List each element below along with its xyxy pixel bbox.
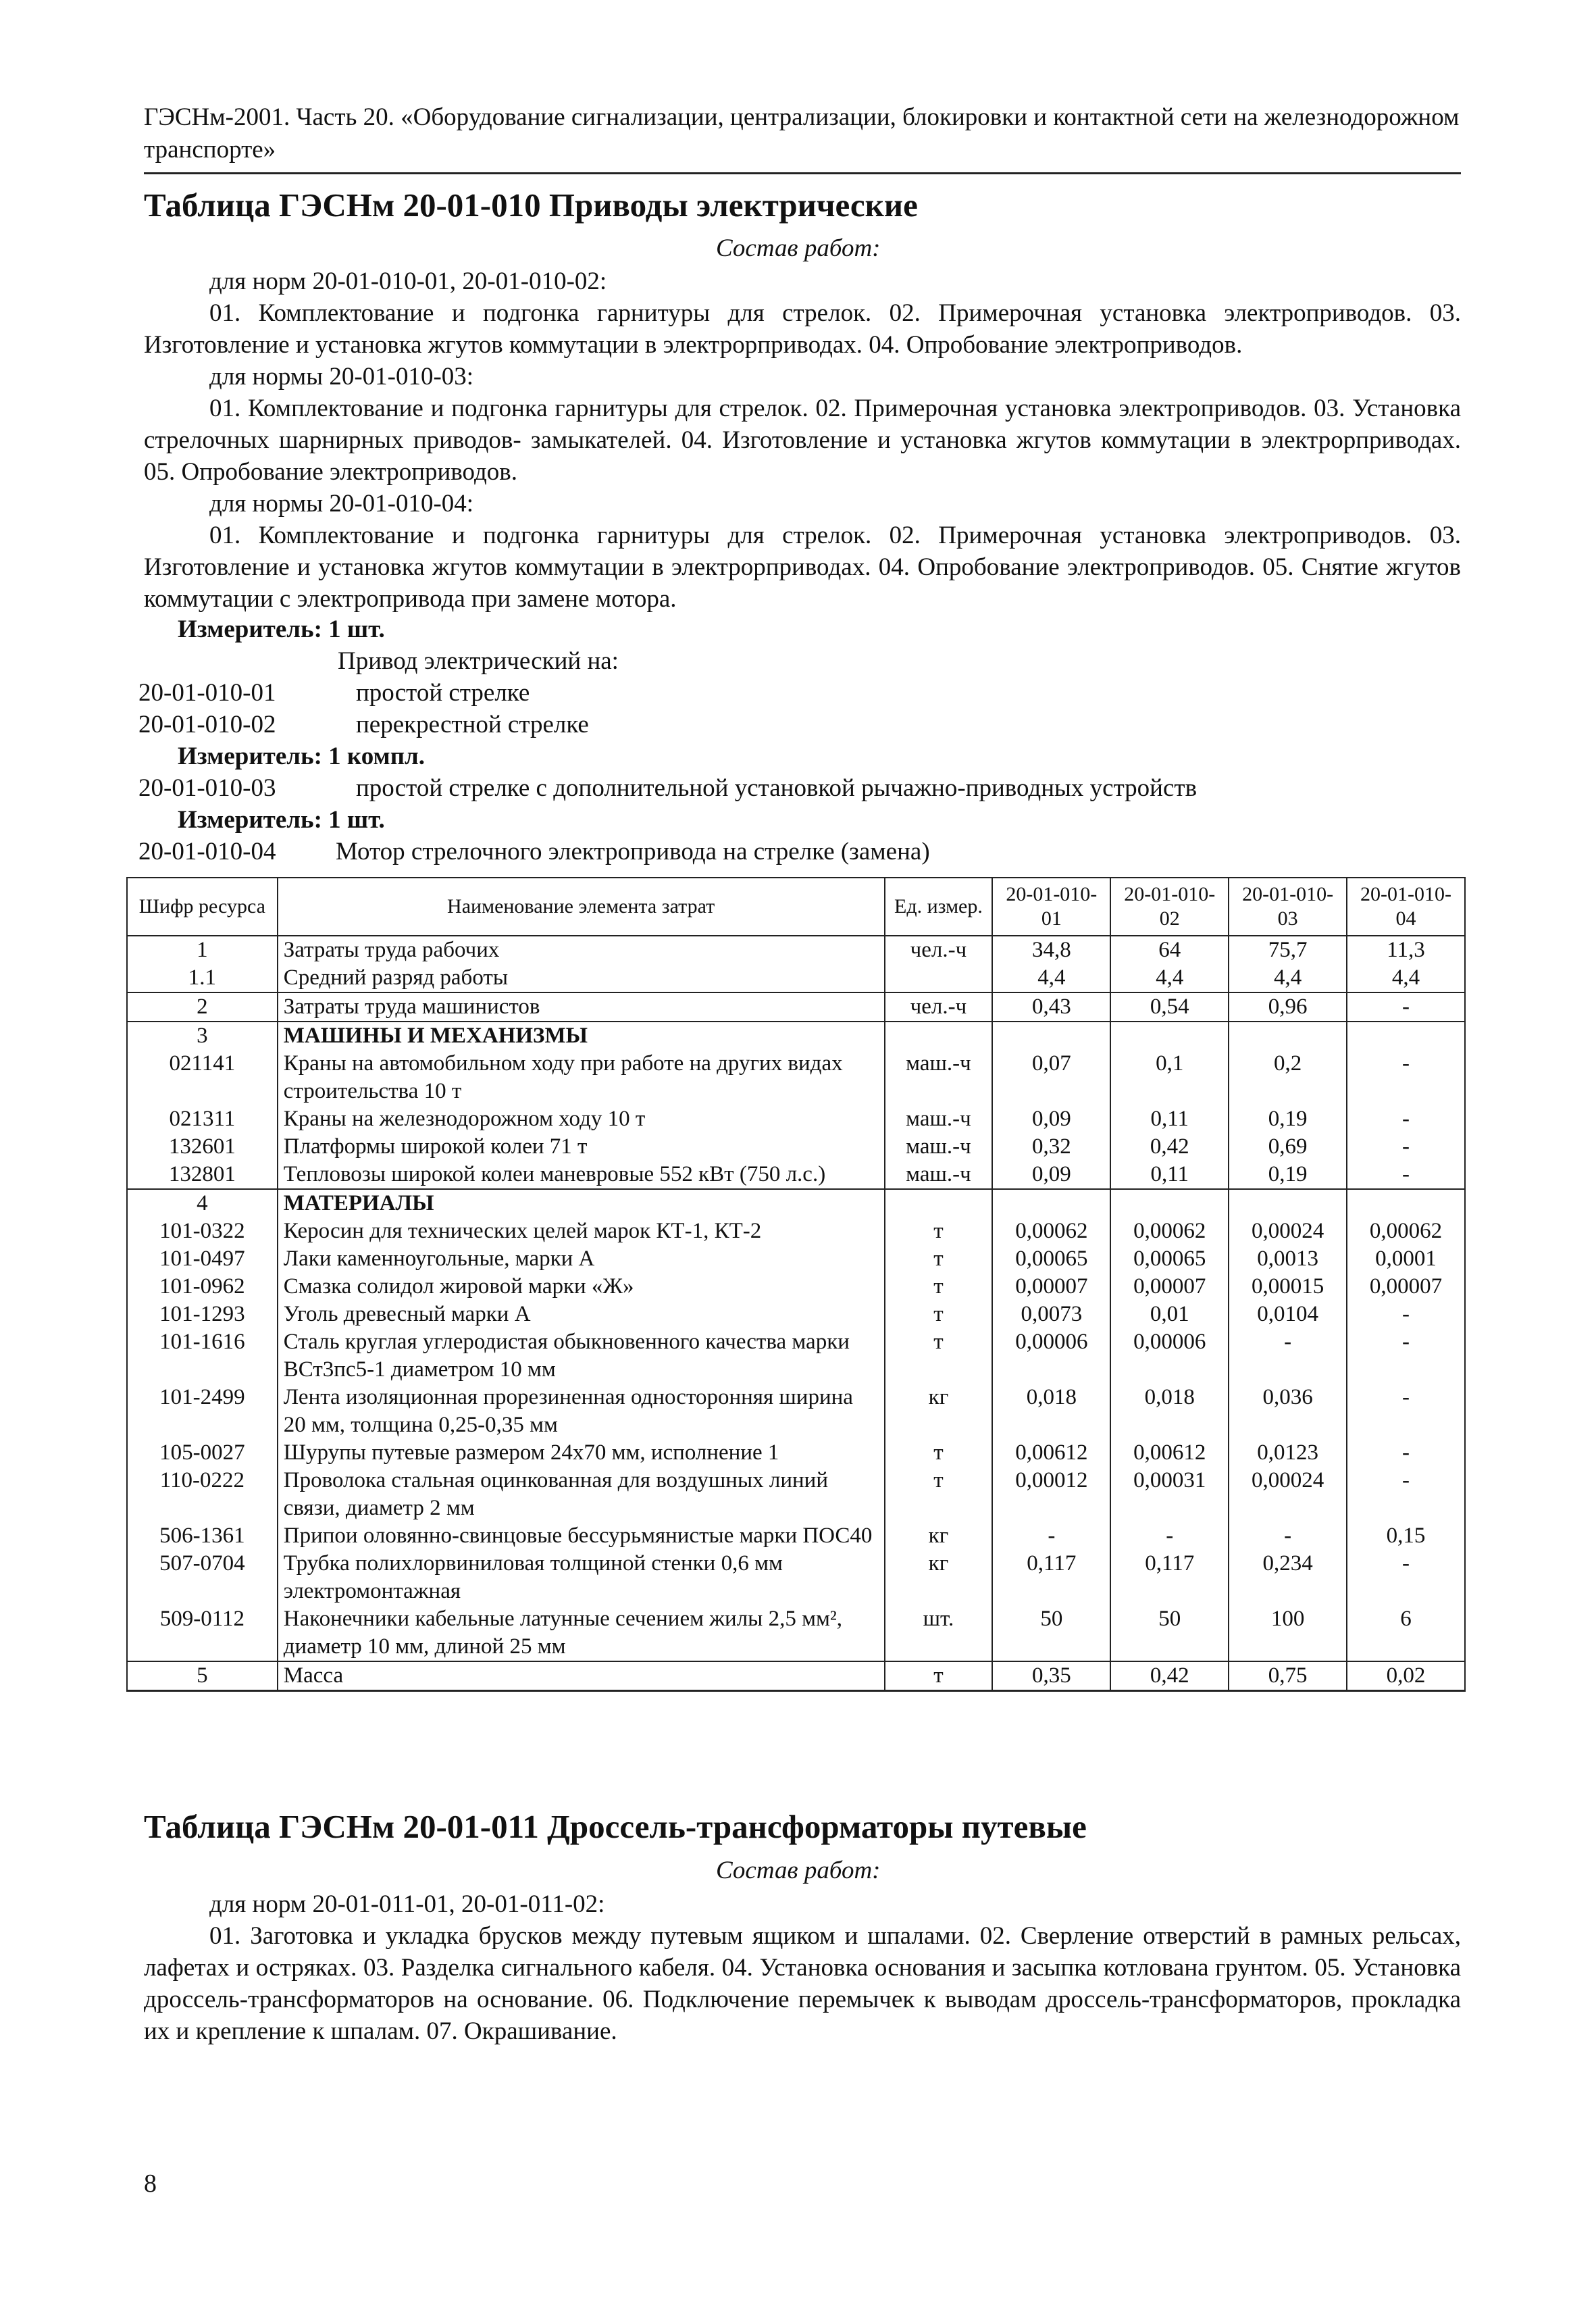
cell-norm4: - [1347, 1161, 1465, 1189]
cell-norm3: - [1229, 1522, 1347, 1550]
item2-code: 20-01-010-02 [138, 711, 276, 738]
table-row [127, 936, 1465, 964]
cell-norm2: 0,42 [1110, 1661, 1229, 1691]
running-header: ГЭСНм-2001. Часть 20. «Оборудование сигнализации, централизации, блокировки и контактной сети на железнодорожном транспорте» [144, 103, 1460, 164]
table-row [127, 992, 1465, 1022]
table-row [127, 1550, 1465, 1605]
cell-norm1: - [992, 1522, 1110, 1550]
cell-norm2 [1110, 1189, 1229, 1217]
cell-norm3: 0,036 [1229, 1384, 1347, 1439]
cell-norm3: 0,0104 [1229, 1301, 1347, 1328]
table-row [127, 1161, 1465, 1189]
cell-norm2: 0,00006 [1110, 1328, 1229, 1384]
cell-unit: маш.-ч [885, 1105, 993, 1133]
cell-code: 021141 [127, 1050, 278, 1105]
cell-code: 132601 [127, 1133, 278, 1161]
cell-norm1: 0,117 [992, 1550, 1110, 1605]
page-number: 8 [144, 2169, 157, 2198]
cell-norm2: 0,1 [1110, 1050, 1229, 1105]
cell-norm1 [992, 1022, 1110, 1050]
cell-code: 1.1 [127, 964, 278, 992]
cell-unit: шт. [885, 1605, 993, 1661]
table-row [127, 1022, 1465, 1050]
cell-norm1: 0,09 [992, 1161, 1110, 1189]
cell-norm1: 0,43 [992, 992, 1110, 1022]
cell-norm2 [1110, 1022, 1229, 1050]
cell-norm3: 0,2 [1229, 1050, 1347, 1105]
item4-code: 20-01-010-04 [138, 838, 276, 865]
cell-code: 101-0497 [127, 1245, 278, 1273]
table-row [127, 964, 1465, 992]
cell-norm2: 0,11 [1110, 1161, 1229, 1189]
cell-norm2: 0,00007 [1110, 1273, 1229, 1301]
cell-code: 105-0027 [127, 1439, 278, 1467]
cell-code: 101-0322 [127, 1217, 278, 1245]
cell-unit: кг [885, 1550, 993, 1605]
cell-unit: кг [885, 1522, 993, 1550]
cell-norm4: - [1347, 1133, 1465, 1161]
cell-norm3: 75,7 [1229, 936, 1347, 964]
cell-norm4: 0,15 [1347, 1522, 1465, 1550]
cell-norm3: 0,00024 [1229, 1467, 1347, 1522]
cell-unit: т [885, 1467, 993, 1522]
cell-name: МАШИНЫ И МЕХАНИЗМЫ [278, 1022, 885, 1050]
table1-sostav: Состав работ: [716, 234, 881, 262]
table-row [127, 1301, 1465, 1328]
cell-norm4: - [1347, 992, 1465, 1022]
resource-table [126, 877, 1466, 1692]
cell-name: Керосин для технических целей марок КТ-1, КТ-2 [278, 1217, 885, 1245]
cell-code: 5 [127, 1661, 278, 1691]
cell-norm3: 4,4 [1229, 964, 1347, 992]
item1-code: 20-01-010-01 [138, 679, 276, 707]
col-header-norm3: 20-01-010-03 [1229, 878, 1347, 936]
table-row [127, 1189, 1465, 1217]
cell-norm4: 6 [1347, 1605, 1465, 1661]
cell-norm4: - [1347, 1439, 1465, 1467]
table-row [127, 1050, 1465, 1105]
cell-unit: кг [885, 1384, 993, 1439]
cell-norm2: 0,117 [1110, 1550, 1229, 1605]
table-body [127, 936, 1465, 1691]
cell-norm1: 0,00007 [992, 1273, 1110, 1301]
cell-norm4: - [1347, 1384, 1465, 1439]
meter-1: Измеритель: 1 шт. [178, 615, 385, 643]
cell-norm3: 0,69 [1229, 1133, 1347, 1161]
cell-norm4 [1347, 1189, 1465, 1217]
cell-code: 132801 [127, 1161, 278, 1189]
cell-norm2: 50 [1110, 1605, 1229, 1661]
cell-norm2: 64 [1110, 936, 1229, 964]
cell-norm3: 100 [1229, 1605, 1347, 1661]
cell-name: Краны на железнодорожном ходу 10 т [278, 1105, 885, 1133]
cell-name: Затраты труда рабочих [278, 936, 885, 964]
cell-unit [885, 1189, 993, 1217]
table-row [127, 1273, 1465, 1301]
norms2-text: 01. Комплектование и подгонка гарнитуры для стрелок. 02. Примерочная установка электроприводов. 03. Установка стрелочных шарнирных приводов- замыкателей. 04. Изготовление и установка жгутов коммутации в электрорприводах. 05. Опробование электроприводов. [144, 395, 1461, 486]
cell-norm1: 0,35 [992, 1661, 1110, 1691]
cell-name: Сталь круглая углеродистая обыкновенного качества марки ВСт3пс5-1 диаметром 10 мм [278, 1328, 885, 1384]
cell-code: 4 [127, 1189, 278, 1217]
cell-name: Затраты труда машинистов [278, 992, 885, 1022]
item3-code: 20-01-010-03 [138, 774, 276, 802]
cell-norm2: 0,01 [1110, 1301, 1229, 1328]
item1-name: простой стрелке [356, 679, 530, 707]
cell-code: 101-0962 [127, 1273, 278, 1301]
cell-code: 509-0112 [127, 1605, 278, 1661]
col-header-code: Шифр ресурса [127, 878, 278, 936]
cell-name: Краны на автомобильном ходу при работе на других видах строительства 10 т [278, 1050, 885, 1105]
cell-norm3: 0,19 [1229, 1105, 1347, 1133]
cell-code: 3 [127, 1022, 278, 1050]
table-header-row [127, 878, 1465, 936]
cell-code: 101-2499 [127, 1384, 278, 1439]
cell-name: Средний разряд работы [278, 964, 885, 992]
cell-unit [885, 1022, 993, 1050]
cell-norm2: 0,018 [1110, 1384, 1229, 1439]
cell-norm3: 0,96 [1229, 992, 1347, 1022]
cell-norm1: 4,4 [992, 964, 1110, 992]
cell-norm4: - [1347, 1105, 1465, 1133]
cell-norm1: 0,00012 [992, 1467, 1110, 1522]
cell-unit: т [885, 1328, 993, 1384]
cell-norm3: 0,19 [1229, 1161, 1347, 1189]
norms3-label: для нормы 20-01-010-04: [209, 490, 474, 518]
cell-norm1: 0,32 [992, 1133, 1110, 1161]
table-row [127, 1384, 1465, 1439]
cell-norm4: - [1347, 1467, 1465, 1522]
col-header-norm4: 20-01-010-04 [1347, 878, 1465, 936]
col-header-unit: Ед. измер. [885, 878, 993, 936]
table-row [127, 1328, 1465, 1384]
cell-norm2: 4,4 [1110, 964, 1229, 992]
norms2-label: для нормы 20-01-010-03: [209, 363, 474, 391]
cell-norm1: 0,00062 [992, 1217, 1110, 1245]
cell-norm3: 0,234 [1229, 1550, 1347, 1605]
cell-name: Смазка солидол жировой марки «Ж» [278, 1273, 885, 1301]
cell-code: 2 [127, 992, 278, 1022]
cell-norm4: 11,3 [1347, 936, 1465, 964]
cell-norm1: 0,00065 [992, 1245, 1110, 1273]
cell-norm3: 0,75 [1229, 1661, 1347, 1691]
cell-norm2: 0,00612 [1110, 1439, 1229, 1467]
cell-norm1: 50 [992, 1605, 1110, 1661]
cell-unit: т [885, 1217, 993, 1245]
cell-unit: т [885, 1661, 993, 1691]
cell-norm2: 0,54 [1110, 992, 1229, 1022]
item3-name: простой стрелке с дополнительной установкой рычажно-приводных устройств [356, 774, 1198, 802]
cell-norm2: 0,00065 [1110, 1245, 1229, 1273]
table2-norms-text: 01. Заготовка и укладка брусков между путевым ящиком и шпалами. 02. Сверление отверстий в рамных рельсах, лафетах и остряках. 03. Разделка сигнального кабеля. 04. Установка основания и засыпка котлована грунтом. 05. Установка дроссель-трансформаторов на основание. 06. Подключение перемычек к выводам дроссель-трансформаторов, прокладка их и крепление к шпалам. 07. Окрашивание. [144, 1922, 1461, 2045]
cell-norm1: 0,07 [992, 1050, 1110, 1105]
col-header-name: Наименование элемента затрат [278, 878, 885, 936]
cell-norm4: - [1347, 1301, 1465, 1328]
cell-name: Уголь древесный марки А [278, 1301, 885, 1328]
cell-name: Наконечники кабельные латунные сечением жилы 2,5 мм², диаметр 10 мм, длиной 25 мм [278, 1605, 885, 1661]
cell-unit: чел.-ч [885, 936, 993, 964]
cell-norm3: 0,0013 [1229, 1245, 1347, 1273]
table-row [127, 1217, 1465, 1245]
privod-label: Привод электрический на: [338, 647, 619, 675]
meter-3: Измеритель: 1 шт. [178, 806, 385, 834]
cell-norm3: - [1229, 1328, 1347, 1384]
cell-code: 101-1293 [127, 1301, 278, 1328]
item4-name: Мотор стрелочного электропривода на стрелке (замена) [336, 838, 930, 865]
norms3-text: 01. Комплектование и подгонка гарнитуры для стрелок. 02. Примерочная установка электроприводов. 03. Изготовление и установка жгутов коммутации в электрорприводах. 04. Опробование электроприводов. 05. Снятие жгутов коммутации с электропривода при замене мотора. [144, 522, 1461, 613]
table-row [127, 1661, 1465, 1691]
cell-norm2: 0,00031 [1110, 1467, 1229, 1522]
cell-norm4: 0,00062 [1347, 1217, 1465, 1245]
cell-norm4 [1347, 1022, 1465, 1050]
cell-name: Трубка полихлорвиниловая толщиной стенки 0,6 мм электромонтажная [278, 1550, 885, 1605]
cell-unit: т [885, 1273, 993, 1301]
cell-norm1: 34,8 [992, 936, 1110, 964]
cell-norm2: 0,11 [1110, 1105, 1229, 1133]
item2-name: перекрестной стрелке [356, 711, 589, 738]
cell-norm4: 0,0001 [1347, 1245, 1465, 1273]
cell-name: Лента изоляционная прорезиненная односторонняя ширина 20 мм, толщина 0,25-0,35 мм [278, 1384, 885, 1439]
cell-norm1: 0,0073 [992, 1301, 1110, 1328]
cell-norm4: 0,00007 [1347, 1273, 1465, 1301]
cell-norm2: 0,00062 [1110, 1217, 1229, 1245]
cell-code: 110-0222 [127, 1467, 278, 1522]
table-row [127, 1439, 1465, 1467]
cell-norm1: 0,09 [992, 1105, 1110, 1133]
cell-norm3: 0,00024 [1229, 1217, 1347, 1245]
cell-unit: чел.-ч [885, 992, 993, 1022]
cell-code: 101-1616 [127, 1328, 278, 1384]
cell-norm1: 0,018 [992, 1384, 1110, 1439]
meter-2: Измеритель: 1 компл. [178, 743, 426, 770]
table-row [127, 1245, 1465, 1273]
cell-norm4: 4,4 [1347, 964, 1465, 992]
cell-norm3: 0,0123 [1229, 1439, 1347, 1467]
table1-title: Таблица ГЭСНм 20-01-010 Приводы электрические [144, 186, 918, 224]
cell-code: 506-1361 [127, 1522, 278, 1550]
cell-name: Лаки каменноугольные, марки А [278, 1245, 885, 1273]
cell-norm4: - [1347, 1050, 1465, 1105]
cell-name: Проволока стальная оцинкованная для воздушных линий связи, диаметр 2 мм [278, 1467, 885, 1522]
cell-norm2: - [1110, 1522, 1229, 1550]
col-header-norm2: 20-01-010-02 [1110, 878, 1229, 936]
table-row [127, 1133, 1465, 1161]
cell-unit: т [885, 1301, 993, 1328]
cell-norm1: 0,00612 [992, 1439, 1110, 1467]
table-row [127, 1105, 1465, 1133]
cell-norm3: 0,00015 [1229, 1273, 1347, 1301]
cell-norm3 [1229, 1189, 1347, 1217]
cell-name: Тепловозы широкой колеи маневровые 552 кВт (750 л.с.) [278, 1161, 885, 1189]
norms1-text: 01. Комплектование и подгонка гарнитуры для стрелок. 02. Примерочная установка электроприводов. 03. Изготовление и установка жгутов коммутации в электрорприводах. 04. Опробование электроприводов. [144, 299, 1461, 359]
cell-name: Платформы широкой колеи 71 т [278, 1133, 885, 1161]
cell-code: 021311 [127, 1105, 278, 1133]
norms1-label: для норм 20-01-010-01, 20-01-010-02: [209, 268, 607, 295]
cell-code: 507-0704 [127, 1550, 278, 1605]
cell-unit: т [885, 1245, 993, 1273]
table2-title: Таблица ГЭСНм 20-01-011 Дроссель-трансформаторы путевые [144, 1808, 1087, 1845]
cell-unit: маш.-ч [885, 1133, 993, 1161]
cell-name: Масса [278, 1661, 885, 1691]
cell-code: 1 [127, 936, 278, 964]
cell-norm4: - [1347, 1328, 1465, 1384]
col-header-norm1: 20-01-010-01 [992, 878, 1110, 936]
cell-unit: маш.-ч [885, 1161, 993, 1189]
cell-norm4: - [1347, 1550, 1465, 1605]
cell-unit: маш.-ч [885, 1050, 993, 1105]
cell-name: МАТЕРИАЛЫ [278, 1189, 885, 1217]
cell-norm1 [992, 1189, 1110, 1217]
header-rule [144, 172, 1461, 174]
cell-norm2: 0,42 [1110, 1133, 1229, 1161]
cell-unit: т [885, 1439, 993, 1467]
cell-norm4: 0,02 [1347, 1661, 1465, 1691]
table-row [127, 1467, 1465, 1522]
cell-norm3 [1229, 1022, 1347, 1050]
table-row [127, 1605, 1465, 1661]
table2-sostav: Состав работ: [716, 1857, 881, 1884]
table-row [127, 1522, 1465, 1550]
cell-name: Шурупы путевые размером 24х70 мм, исполнение 1 [278, 1439, 885, 1467]
cell-unit [885, 964, 993, 992]
table2-norms-label: для норм 20-01-011-01, 20-01-011-02: [209, 1890, 605, 1918]
cell-norm1: 0,00006 [992, 1328, 1110, 1384]
cell-name: Припои оловянно-свинцовые бессурьмянистые марки ПОС40 [278, 1522, 885, 1550]
